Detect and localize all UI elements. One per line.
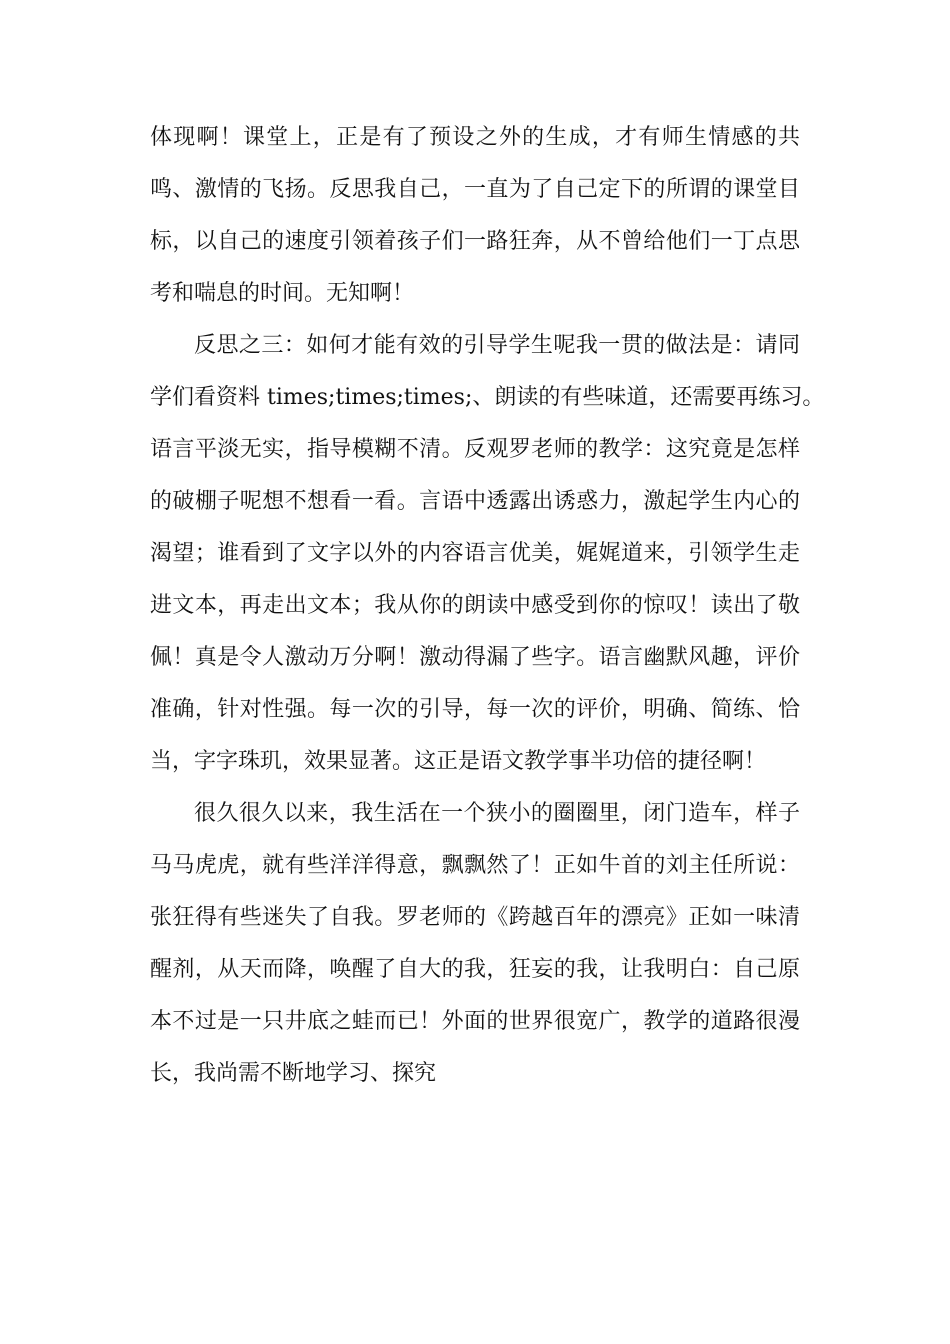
text-line: 的破棚子呢想不想看一看。言语中透露出诱惑力，激起学生内心的 [150, 489, 800, 514]
text-line: 当，字字珠玑，效果显著。这正是语文教学事半功倍的捷径啊！ [150, 749, 767, 774]
text-line: 很久很久以来，我生活在一个狭小的圈圈里，闭门造车，样子 [194, 801, 800, 826]
text-line: 考和喘息的时间。无知啊！ [150, 281, 415, 306]
document-body [150, 112, 825, 1100]
text-line: 长，我尚需不断地学习、探究 [150, 1061, 437, 1086]
text-line: 准确，针对性强。每一次的引导，每一次的评价，明确、简练、恰 [150, 697, 800, 722]
text-line: 进文本，再走出文本；我从你的朗读中感受到你的惊叹！读出了敬 [150, 593, 800, 618]
text-line: 鸣、激情的飞扬。反思我自己，一直为了自己定下的所谓的课堂目 [150, 177, 800, 202]
paragraph-2 [150, 320, 825, 788]
text-line: 标，以自己的速度引领着孩子们一路狂奔，从不曾给他们一丁点思 [150, 229, 800, 254]
text-line: 反思之三：如何才能有效的引导学生呢我一贯的做法是：请同 [194, 333, 800, 358]
text-line: 马马虎虎，就有些洋洋得意，飘飘然了！正如牛首的刘主任所说： [150, 853, 800, 878]
text-line: 语言平淡无实，指导模糊不清。反观罗老师的教学：这究竟是怎样 [150, 437, 800, 462]
text-line: 渴望；谁看到了文字以外的内容语言优美，娓娓道来，引领学生走 [150, 541, 800, 566]
text-line: 张狂得有些迷失了自我。罗老师的《跨越百年的漂亮》正如一味清 [150, 905, 800, 930]
text-line: 醒剂，从天而降，唤醒了自大的我，狂妄的我，让我明白：自己原 [150, 957, 800, 982]
text-line: 本不过是一只井底之蛙而已！外面的世界很宽广，教学的道路很漫 [150, 1009, 800, 1034]
text-line: 体现啊！课堂上，正是有了预设之外的生成，才有师生情感的共 [150, 125, 800, 150]
paragraph-1 [150, 112, 800, 320]
paragraph-3 [150, 788, 800, 1100]
text-line: 学们看资料 times;times;times;、朗读的有些味道，还需要再练习。 [150, 385, 825, 410]
text-line: 佩！真是令人激动万分啊！激动得漏了些字。语言幽默风趣，评价 [150, 645, 800, 670]
